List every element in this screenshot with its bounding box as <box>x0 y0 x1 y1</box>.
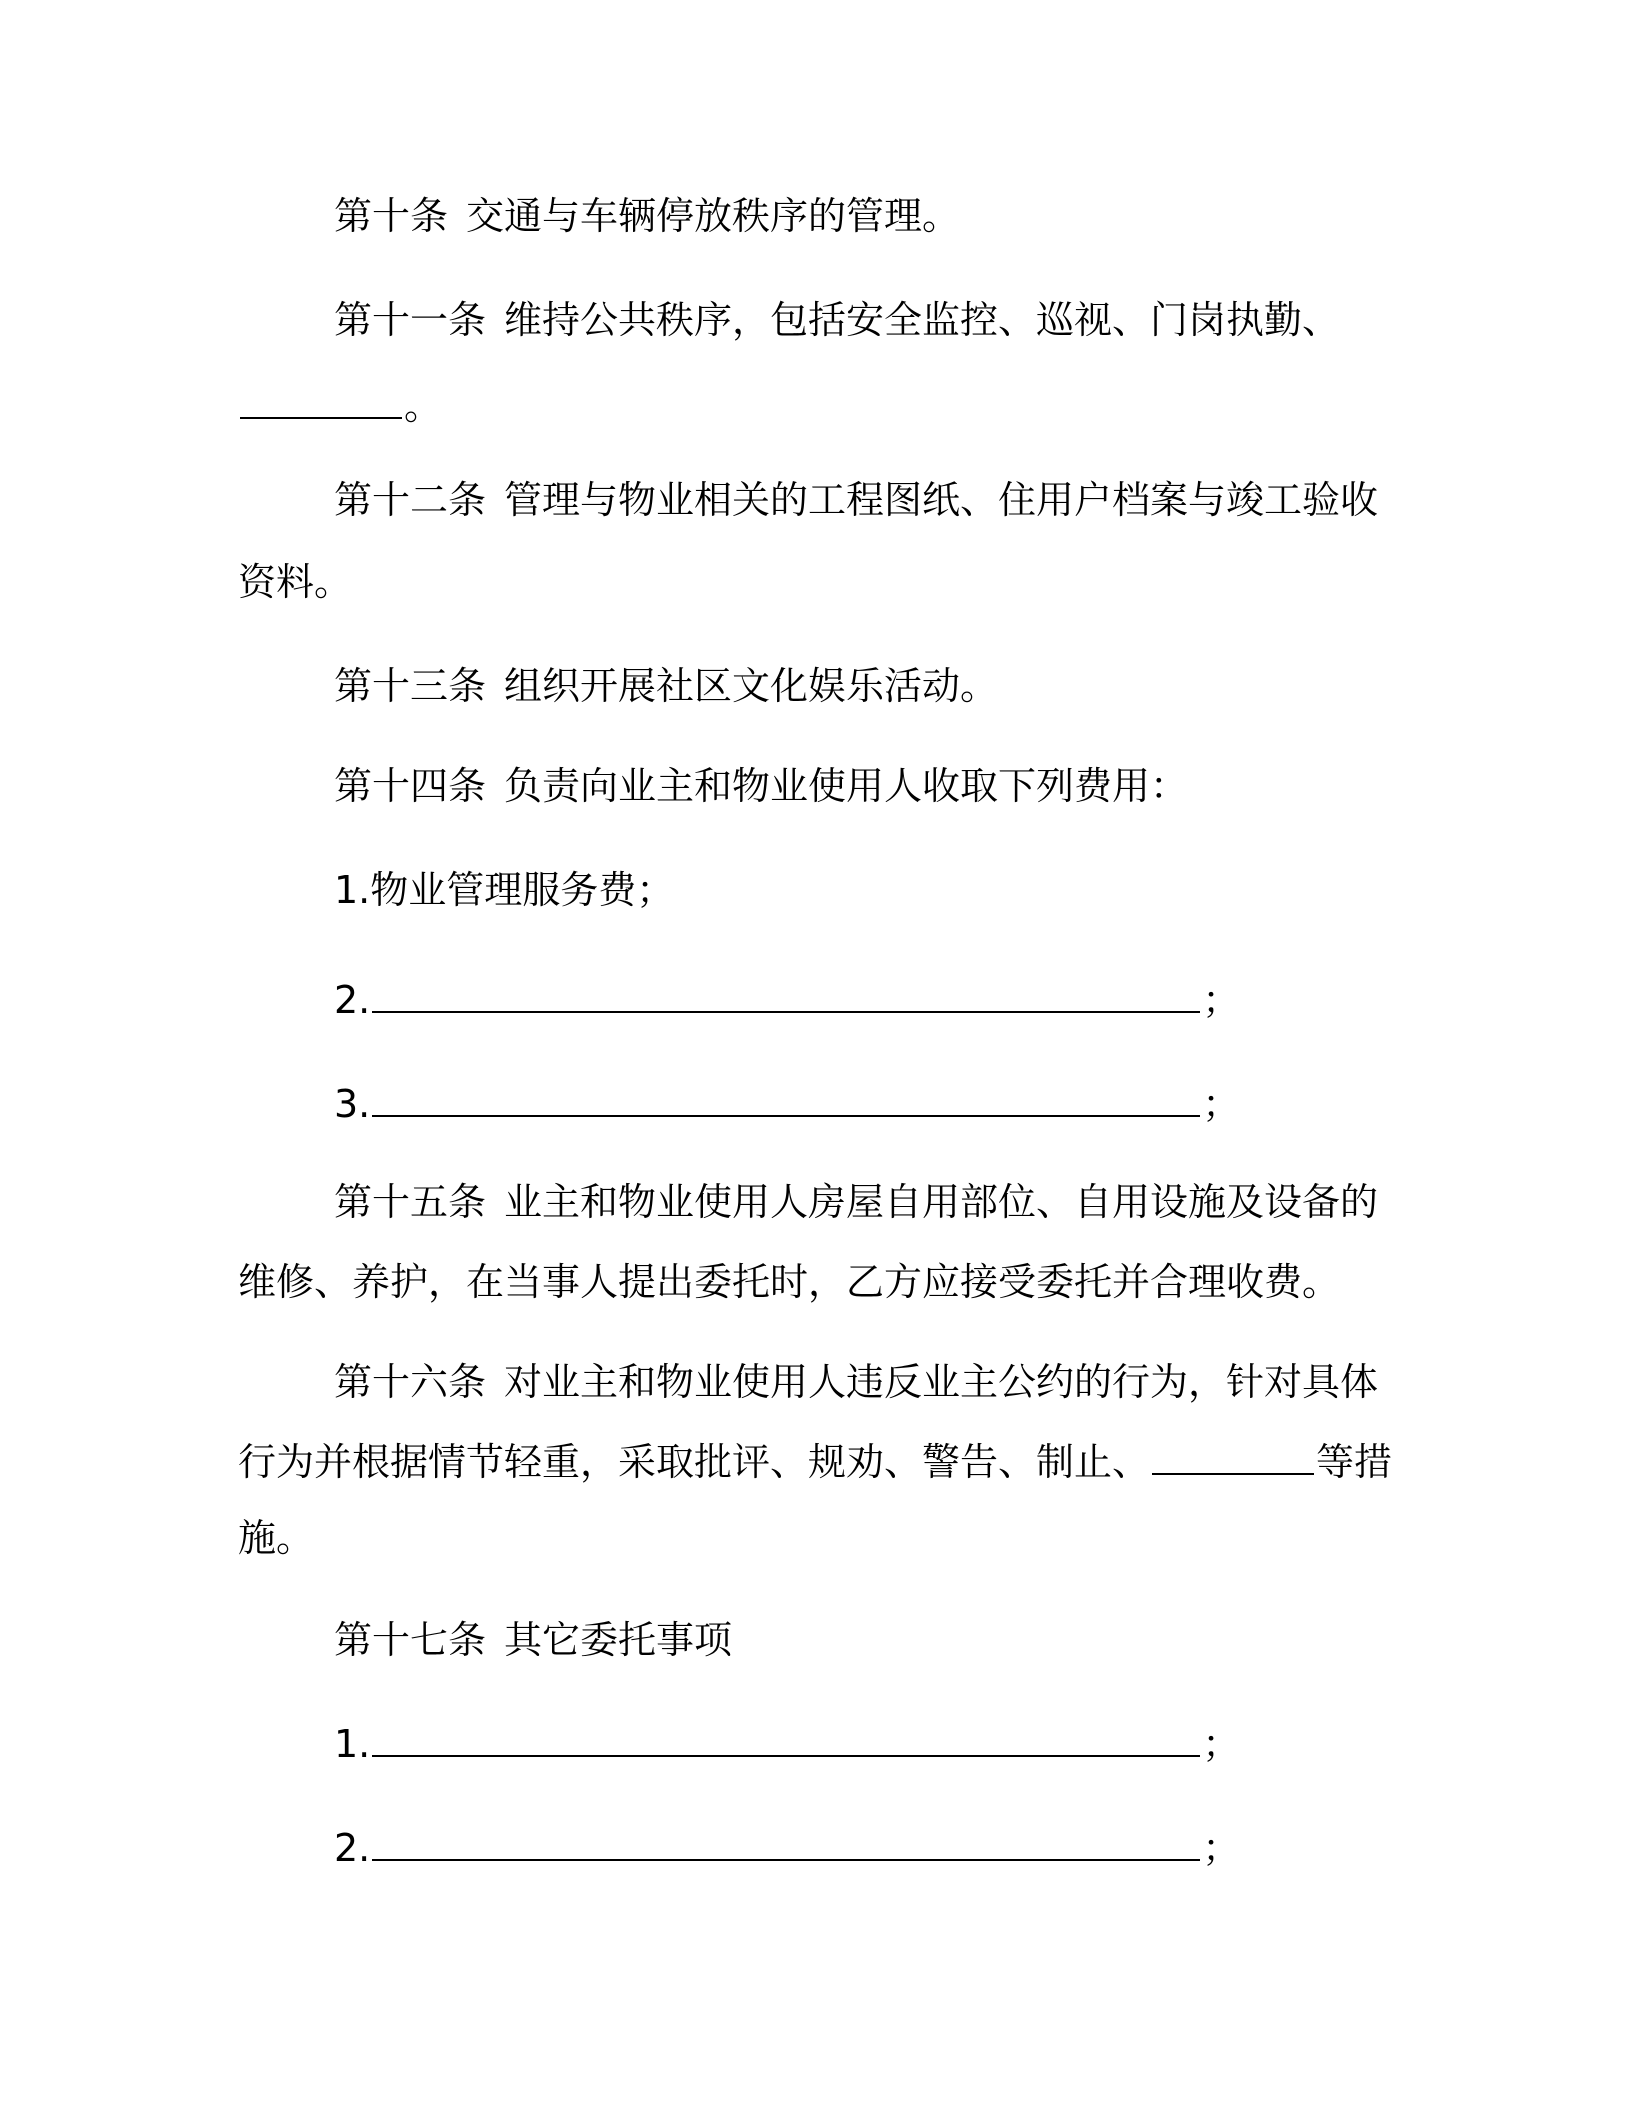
article-14-number: 第十四条 <box>334 764 487 808</box>
article-11-number: 第十一条 <box>334 298 487 342</box>
fill-in-blank[interactable] <box>1152 1437 1314 1475</box>
item-label: 1.物业管理服务费； <box>334 868 675 912</box>
article-15-cont-text: 维修、养护，在当事人提出委托时，乙方应接受委托并合理收费。 <box>238 1260 1341 1304</box>
article-11 <box>334 294 1340 346</box>
article-17-number: 第十七条 <box>334 1618 487 1662</box>
article-14-item-3 <box>334 1078 1240 1130</box>
fill-in-blank[interactable] <box>372 975 1200 1013</box>
item-tail: ； <box>1202 1082 1241 1126</box>
article-16-cont-post: 等措 <box>1316 1440 1393 1484</box>
item-tail: ； <box>1202 978 1241 1022</box>
article-13-text: 组织开展社区文化娱乐活动。 <box>504 664 999 708</box>
item-tail: ； <box>1202 1722 1241 1766</box>
article-11-tail: 。 <box>404 384 443 428</box>
article-15 <box>334 1176 1378 1228</box>
article-13 <box>334 660 998 712</box>
article-16 <box>334 1356 1378 1408</box>
article-16-number: 第十六条 <box>334 1360 487 1404</box>
article-14-item-1 <box>334 864 674 916</box>
article-12-cont-text: 资料。 <box>238 560 353 604</box>
article-17-item-1 <box>334 1718 1240 1770</box>
item-tail: ； <box>1202 1826 1241 1870</box>
article-12 <box>334 474 1378 526</box>
article-13-number: 第十三条 <box>334 664 487 708</box>
article-16-cont2-text: 施。 <box>238 1516 315 1560</box>
fill-in-blank[interactable] <box>240 381 402 419</box>
item-label: 3. <box>334 1082 371 1126</box>
item-label: 2. <box>334 1826 371 1870</box>
article-14-item-2 <box>334 974 1240 1026</box>
item-label: 2. <box>334 978 371 1022</box>
fill-in-blank[interactable] <box>372 1719 1200 1757</box>
article-11-text: 维持公共秩序，包括安全监控、巡视、门岗执勤、 <box>504 298 1341 342</box>
article-12-continuation <box>238 556 352 608</box>
article-14 <box>334 760 1188 812</box>
article-15-text: 业主和物业使用人房屋自用部位、自用设施及设备的 <box>504 1180 1379 1224</box>
article-16-continuation-2 <box>238 1512 314 1564</box>
article-15-number: 第十五条 <box>334 1180 487 1224</box>
article-17 <box>334 1614 732 1666</box>
fill-in-blank[interactable] <box>372 1823 1200 1861</box>
article-10 <box>334 190 960 242</box>
article-16-continuation <box>238 1436 1392 1488</box>
article-14-text: 负责向业主和物业使用人收取下列费用： <box>504 764 1189 808</box>
article-12-number: 第十二条 <box>334 478 487 522</box>
article-10-text: 交通与车辆停放秩序的管理。 <box>466 194 961 238</box>
article-15-continuation <box>238 1256 1340 1308</box>
article-12-text: 管理与物业相关的工程图纸、住用户档案与竣工验收 <box>504 478 1379 522</box>
article-16-text: 对业主和物业使用人违反业主公约的行为，针对具体 <box>504 1360 1379 1404</box>
article-17-item-2 <box>334 1822 1240 1874</box>
fill-in-blank[interactable] <box>372 1079 1200 1117</box>
article-16-cont-pre: 行为并根据情节轻重，采取批评、规劝、警告、制止、 <box>238 1440 1151 1484</box>
article-11-continuation <box>238 380 442 432</box>
item-label: 1. <box>334 1722 371 1766</box>
article-17-text: 其它委托事项 <box>504 1618 733 1662</box>
article-10-number: 第十条 <box>334 194 449 238</box>
